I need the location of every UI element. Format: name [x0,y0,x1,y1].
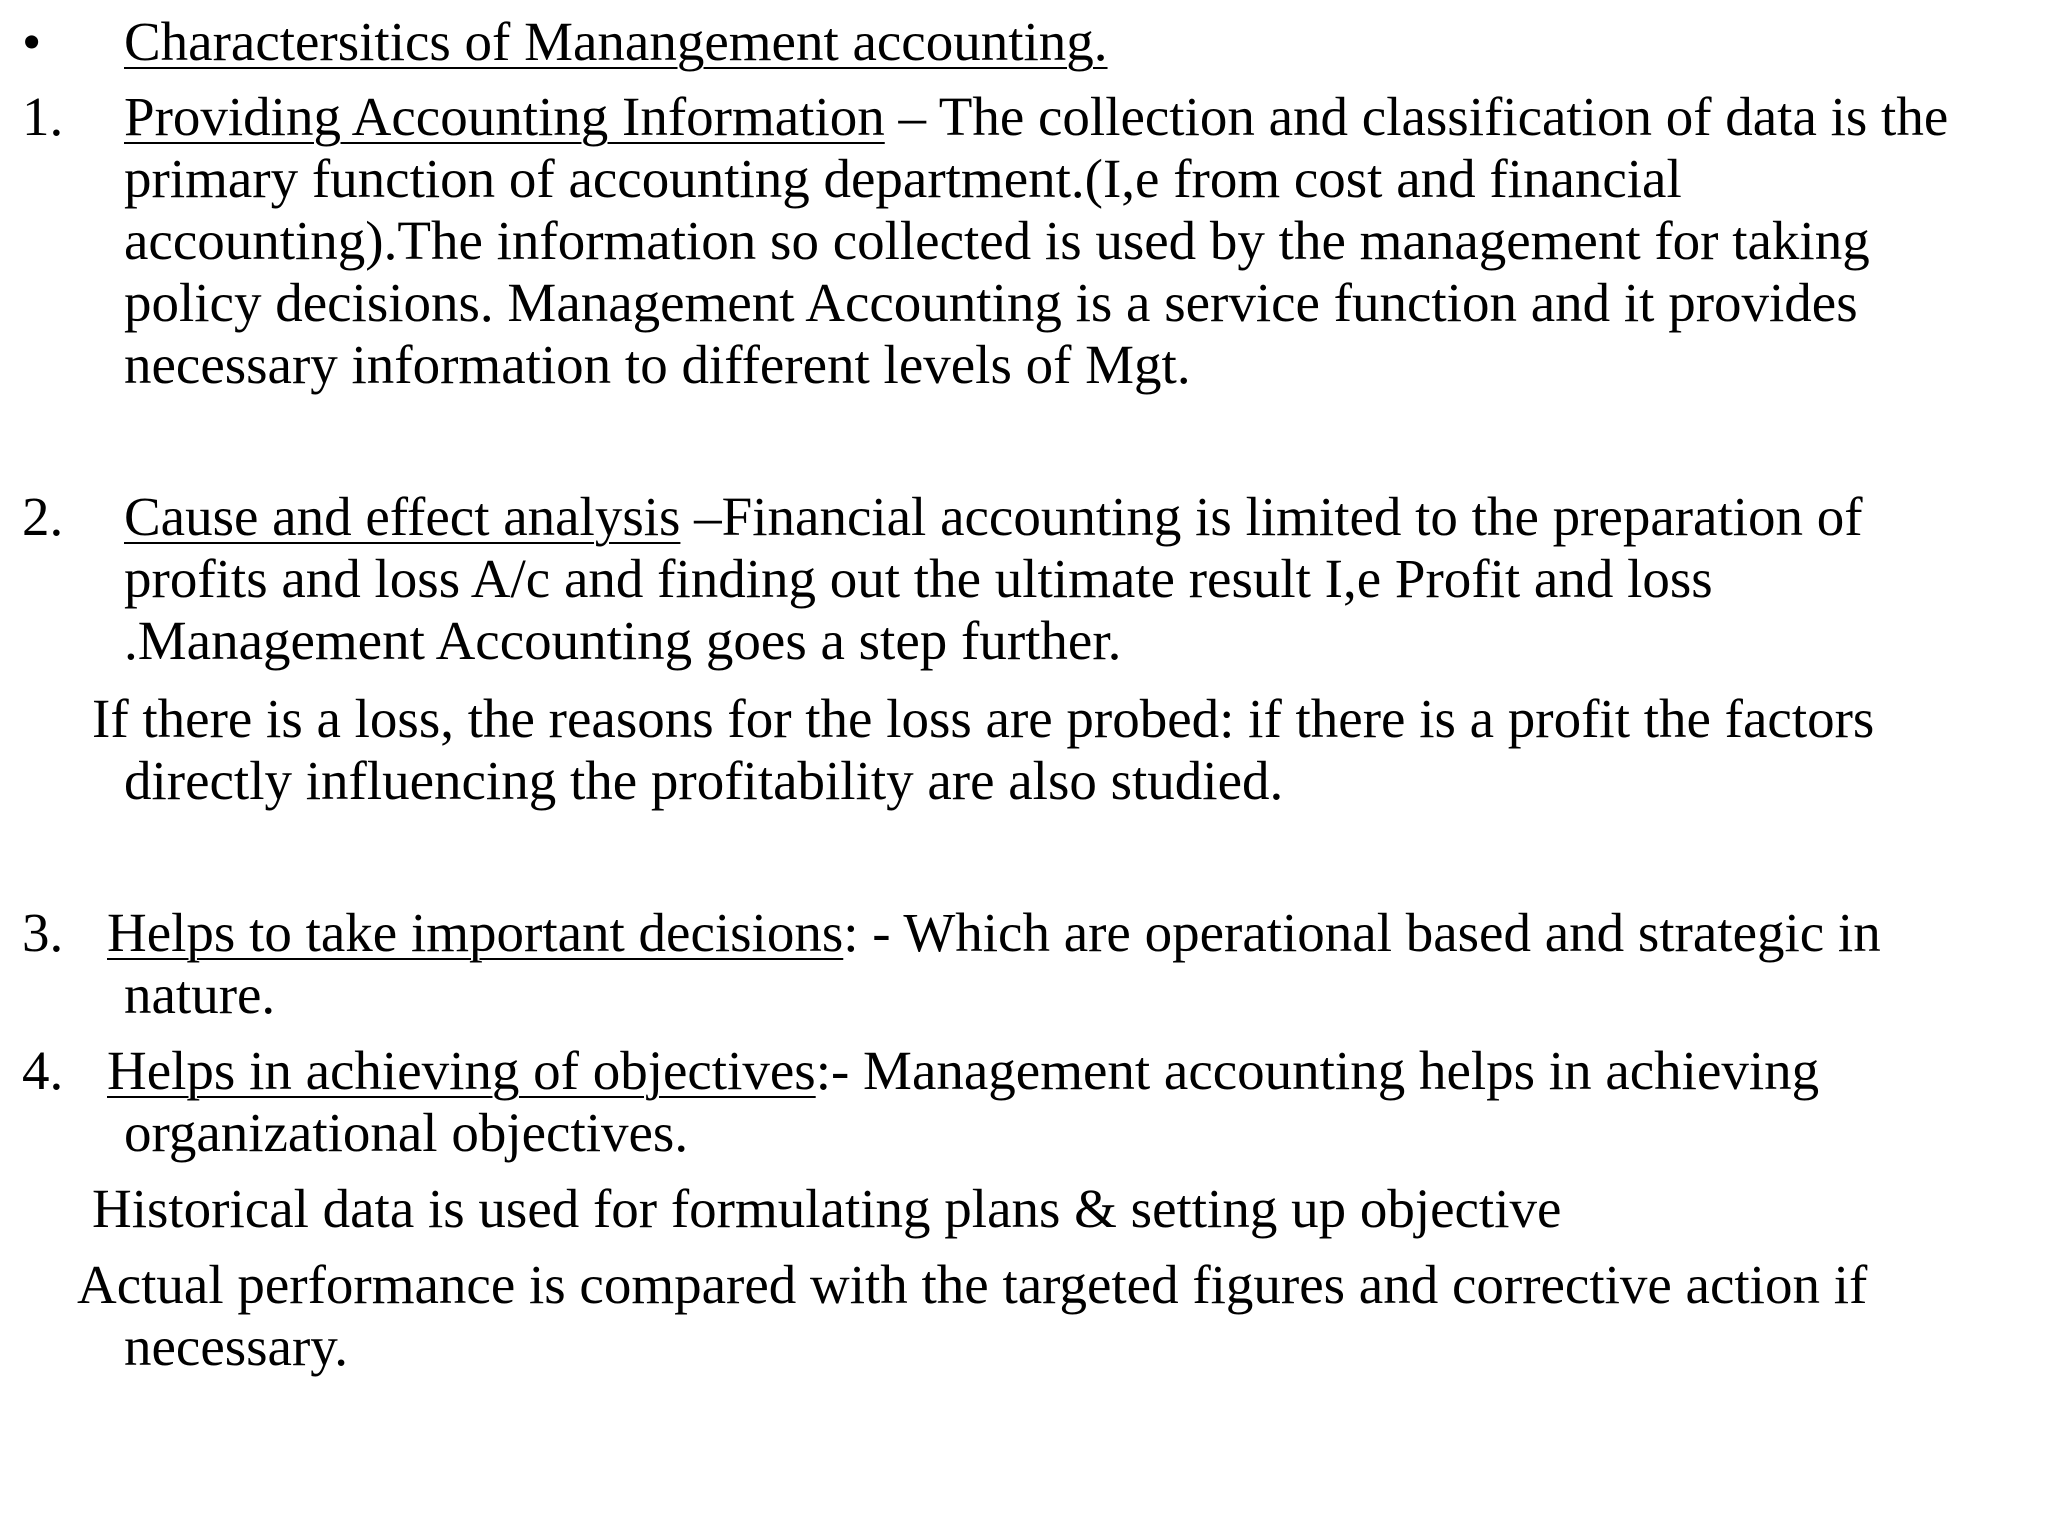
item-1-term: Providing Accounting Information [124,86,885,147]
item-1-text: – The collection and classification of data is the [884,86,1949,147]
item-3-term: Helps to take important decisions [107,902,844,963]
slide-heading [124,11,1108,73]
item-1-line-5: necessary information to different levels of Mgt. [124,334,1191,395]
item-4-extra-line-2: Actual performance is compared with the targeted figures and corrective action if [77,1254,1868,1315]
item-1-line-2: primary function of accounting department.(I,e from cost and financial [124,148,1682,209]
item-3-marker: 3. [22,902,64,963]
item-3-line-1 [107,902,1881,964]
item-4-line-2: organizational objectives. [124,1102,689,1163]
item-1-line-3: accounting).The information so collected is used by the management for taking [124,210,1870,271]
item-2-line-1 [124,486,1863,548]
item-1-marker: 1. [22,86,64,147]
item-2-text: –Financial accounting is limited to the preparation of [680,486,1863,547]
item-4-marker: 4. [22,1040,64,1101]
item-3-line-2: nature. [124,964,276,1025]
item-4-term: Helps in achieving of objectives [107,1040,816,1101]
heading-bullet: • [22,11,42,72]
heading-title: Charactersitics of Manangement accounting. [124,11,1108,72]
item-3-text: : - Which are operational based and strategic in [843,902,1881,963]
item-4-line-1 [107,1040,1819,1102]
item-2-term: Cause and effect analysis [124,486,681,547]
item-2-line-3: .Management Accounting goes a step further. [124,610,1122,671]
item-4-extra-line-1: Historical data is used for formulating plans & setting up objective [92,1178,1562,1239]
item-4-text: :- Management accounting helps in achieving [815,1040,1820,1101]
item-1-line-1 [124,86,1948,148]
item-2-extra-line-2: directly influencing the profitability are also studied. [124,750,1284,811]
item-2-line-2: profits and loss A/c and finding out the ultimate result I,e Profit and loss [124,548,1713,609]
item-4-extra-line-3: necessary. [124,1316,348,1377]
item-1-line-4: policy decisions. Management Accounting is a service function and it provides [124,272,1858,333]
item-2-marker: 2. [22,486,64,547]
item-2-extra-line-1: If there is a loss, the reasons for the loss are probed: if there is a profit the factors [92,688,1875,749]
